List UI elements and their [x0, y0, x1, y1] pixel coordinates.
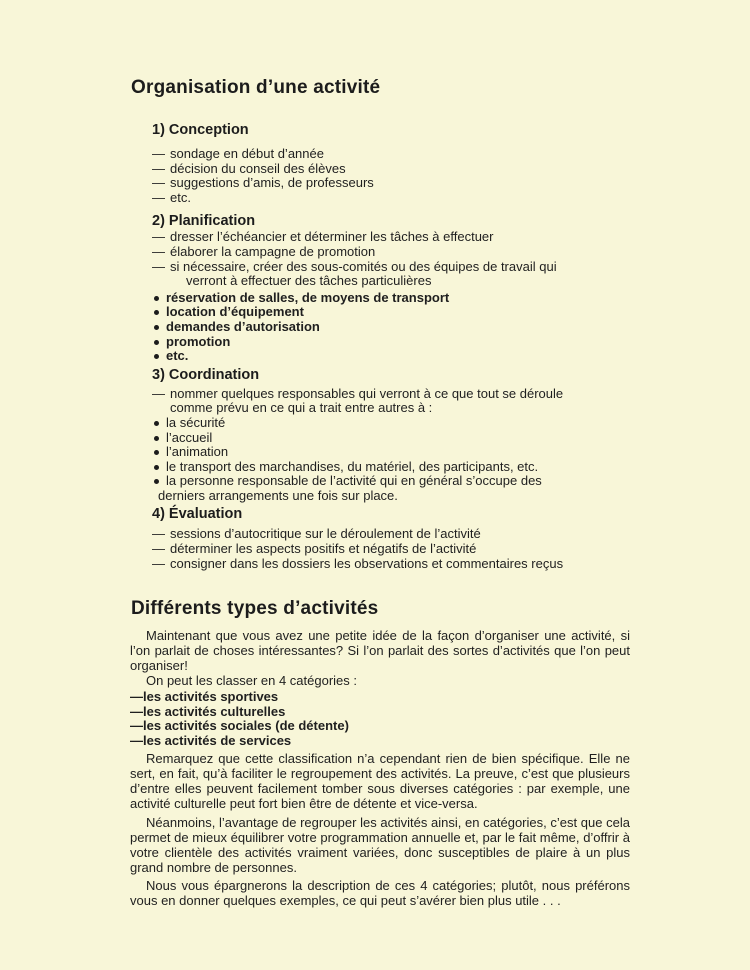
paragraph: Néanmoins, l’avantage de regrouper les activités ainsi, en catégories, c’est que cela permet de mieux équilibrer votre programmation annuelle et, par le fait même, d’offrir à votre clientèle des activités vraiment variées, donc susceptibles de plaire à un plus grand nombre de personnes. [130, 815, 630, 876]
list-item-line: comme prévu en ce qui a trait entre autres à : [170, 400, 433, 416]
list-item: — etc. [152, 191, 612, 206]
evaluation-heading: 4) Évaluation [152, 506, 243, 523]
list-item: — sondage en début d’année [152, 147, 612, 162]
list-item-line: si nécessaire, créer des sous-comités ou des équipes de travail qui [170, 258, 557, 274]
list-item-line: nommer quelques responsables qui verront à ce que tout se déroule [170, 385, 564, 401]
bullet-item: promotion [152, 335, 612, 350]
bullet-item [152, 474, 612, 503]
list-item: — déterminer les aspects positifs et négatifs de l’activité [152, 542, 612, 557]
bullet-item: réservation de salles, de moyens de transport [152, 291, 612, 306]
list-item [152, 387, 612, 416]
list-item: — consigner dans les dossiers les observations et commentaires reçus [152, 557, 612, 572]
list-item [152, 260, 612, 289]
evaluation-list [152, 527, 612, 571]
list-item: — suggestions d’amis, de professeurs [152, 176, 612, 191]
list-item-line: verront à effectuer des tâches particulières [186, 273, 432, 289]
category-item: —les activités de services [130, 732, 292, 748]
paragraph: Remarquez que cette classification n’a cependant rien de bien spécifique. Elle ne sert, en fait, qu’à faciliter le regroupement des activités. La preuve, c’est que plusieurs d’entre elles peuvent facilement tomber sous diverses catégories : par exemple, une activité culturelle peut fort bien être de détente et vice-versa. [130, 751, 630, 812]
category-list [130, 690, 630, 748]
planification-bullets [152, 291, 612, 364]
category-item: —les activités culturelles [130, 703, 286, 719]
conception-heading: 1) Conception [152, 122, 249, 138]
types-section [130, 628, 630, 908]
coordination-heading: 3) Coordination [152, 366, 260, 383]
bullet-item: etc. [152, 349, 612, 364]
section1-title: Organisation d’une activité [131, 77, 381, 98]
planification-heading: 2) Planification [152, 213, 256, 230]
list-item: — décision du conseil des élèves [152, 162, 612, 177]
paragraph: Nous vous épargnerons la description de ces 4 catégories; plutôt, nous préférons vous en donner quelques exemples, ce qui peut s’avérer bien plus utile . . . [130, 878, 630, 909]
organisation-section [152, 122, 612, 571]
coordination-list [152, 387, 612, 416]
section2-title: Différents types d’activités [131, 598, 379, 619]
bullet-item-line: derniers arrangements une fois sur place. [158, 487, 398, 503]
category-item: —les activités sportives [130, 689, 279, 704]
coordination-bullets [152, 416, 612, 504]
planification-list [152, 230, 612, 288]
paragraph: Maintenant que vous avez une petite idée de la façon d’organiser une activité, si l’on parlait de choses intéressantes? Si l’on parlait des sortes d’activités que l’on peut organiser! [130, 628, 630, 673]
paragraph: On peut les classer en 4 catégories : [146, 673, 358, 688]
list-item: — dresser l’échéancier et déterminer les tâches à effectuer [152, 230, 612, 245]
bullet-item: l’accueil [152, 431, 612, 446]
bullet-item: la sécurité [152, 416, 612, 431]
bullet-item: l’animation [152, 445, 612, 460]
list-item: — élaborer la campagne de promotion [152, 245, 612, 260]
conception-list [152, 147, 612, 205]
bullet-item: le transport des marchandises, du matériel, des participants, etc. [152, 460, 612, 475]
category-item: —les activités sociales (de détente) [130, 718, 349, 734]
list-item: — sessions d’autocritique sur le déroulement de l’activité [152, 527, 612, 542]
bullet-item: location d’équipement [152, 305, 612, 320]
bullet-item-line: la personne responsable de l’activité qui en général s’occupe des [166, 473, 542, 489]
bullet-item: demandes d’autorisation [152, 320, 612, 335]
